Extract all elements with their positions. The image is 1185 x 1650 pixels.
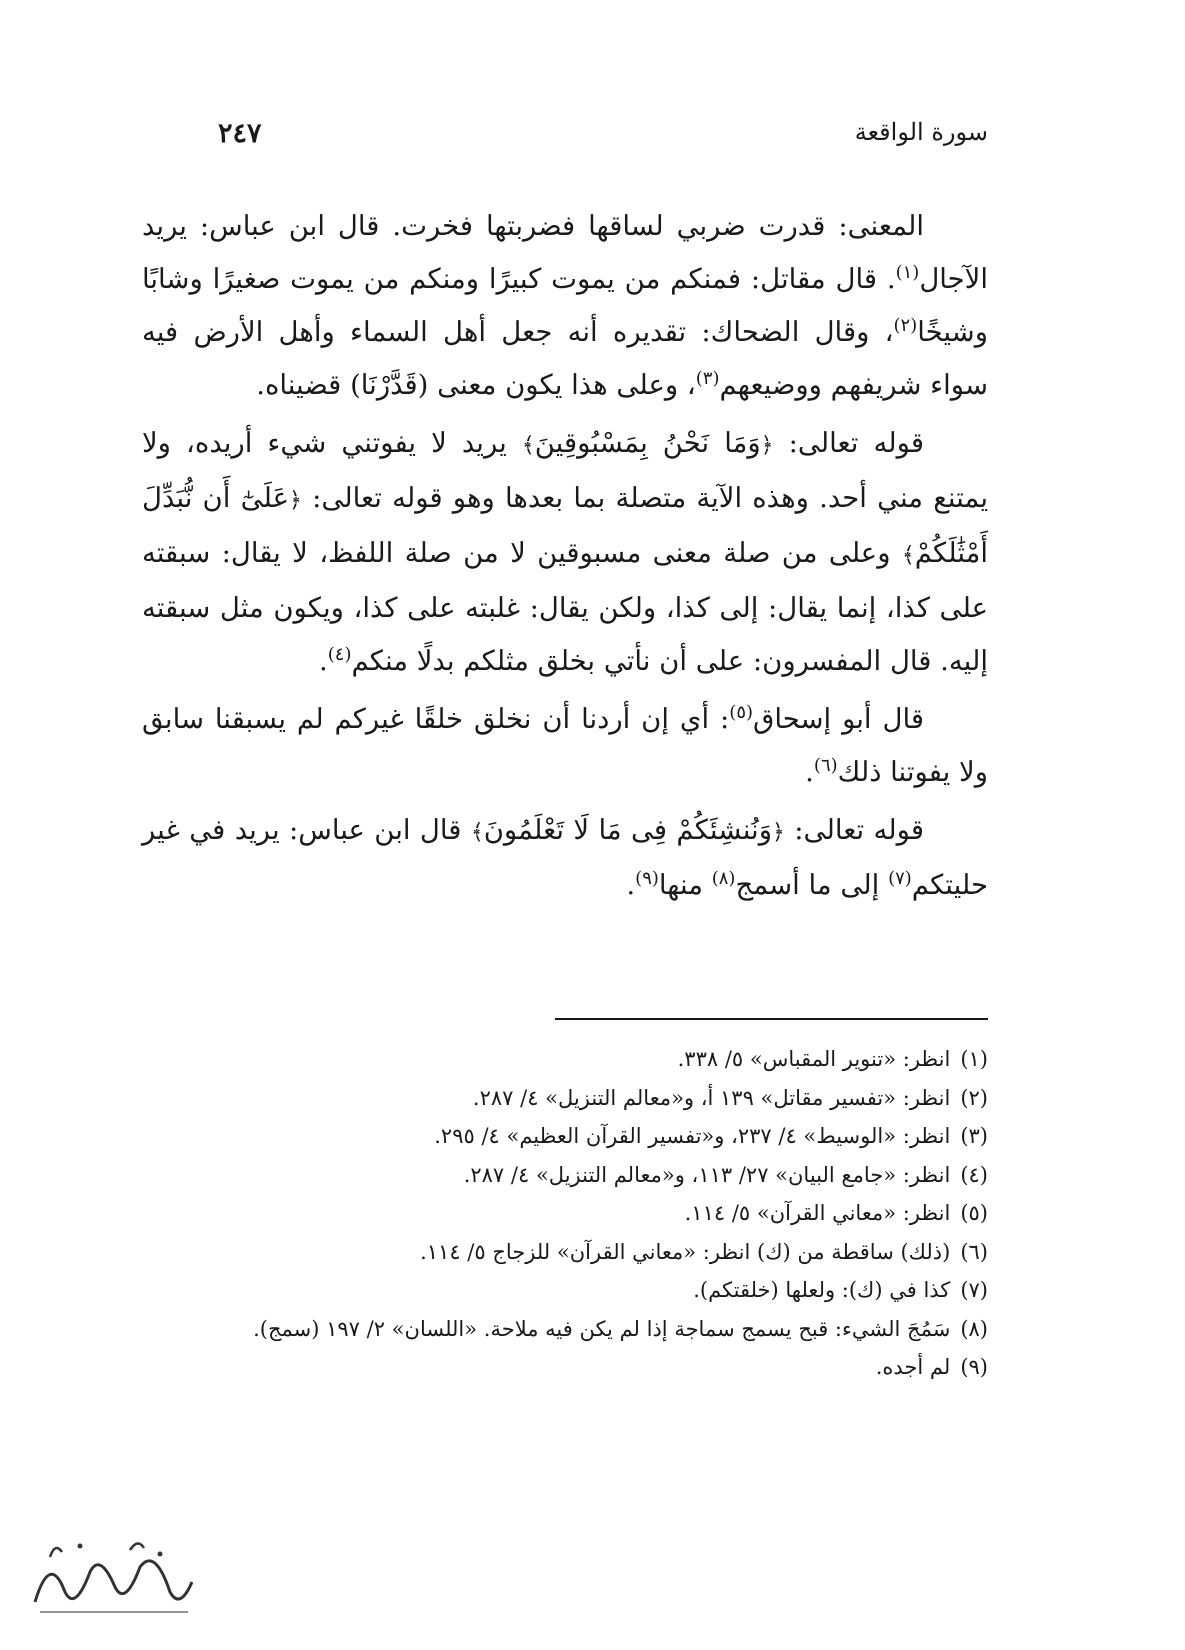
paragraph-text: قال أبو إسحاق: [753, 703, 924, 735]
paragraph-text: قوله تعالى:: [773, 427, 924, 459]
footnote-item: [90, 1156, 988, 1195]
quran-bracket: ﴿: [771, 820, 785, 845]
quran-bracket: ﴿: [760, 433, 774, 458]
page-number: ٢٤٧: [218, 118, 262, 149]
paragraph-text: . قال مقاتل: فمنكم من يموت كبيرًا ومنكم من يموت صغيرًا وشابًا وشيخًا: [142, 263, 988, 348]
quran-bracket: ﴿: [289, 488, 302, 513]
footnote-number: (٥): [960, 1201, 988, 1225]
paragraph: [142, 693, 988, 799]
footnote-number: (٨): [960, 1316, 988, 1341]
main-text: [142, 200, 988, 917]
paragraph-text: إلى ما أسمج: [735, 869, 889, 901]
footnote-number: (٢): [960, 1085, 988, 1110]
paragraph-text: ، وقال الضحاك: تقديره أنه جعل أهل السماء وأهل الأرض فيه سواء شريفهم ووضيعهم: [142, 316, 988, 401]
paragraph: [142, 804, 988, 912]
footnote-text: انظر: «تنوير المقباس» ٥/ ٣٣٨.: [677, 1047, 951, 1071]
paragraph-text: وعلى من صلة معنى مسبوقين لا من صلة اللفظ، لا يقال: سبقته على كذا، إنما يقال: إلى كذا، ولكن يقال: غلبته على كذا، ويكون مثل سبقته إليه. قال المفسرون: على أن نأتي بخلق مثلكم بدلًا منكم: [142, 537, 988, 677]
footnote-number: (٧): [960, 1278, 988, 1302]
footnote-item: [90, 1233, 988, 1272]
footnote-ref: (٣): [695, 367, 720, 389]
paragraph-text: المعنى: قدرت ضربي لساقها فضربتها فخرت. قال ابن عباس: يريد الآجال: [142, 210, 988, 295]
footnote-number: (٩): [960, 1355, 988, 1379]
quran-verse: وَنُنشِئَكُمْ فِى مَا لَا تَعْلَمُونَ: [483, 814, 772, 846]
paragraph-text: قوله تعالى:: [784, 814, 924, 846]
footnote-text: كذا في (ك): ولعلها (خلقتكم).: [693, 1278, 951, 1302]
quran-bracket: ﴾: [470, 820, 484, 845]
paragraph-text: يريد لا يفوتني شيء أريده، ولا يمتنع مني أحد. وهذه الآية متصلة بما بعدها وهو قوله تعالى:: [142, 427, 988, 514]
footnotes: [90, 1040, 988, 1387]
footnote-item: [90, 1348, 988, 1387]
quran-verse: وَمَا نَحْنُ بِمَسْبُوقِينَ: [534, 427, 761, 459]
paragraph-text: قال ابن عباس: يريد في غير حليتكم: [142, 814, 988, 901]
footnote-item: [90, 1310, 988, 1349]
footnote-number: (٦): [960, 1239, 988, 1264]
library-logo-icon: [20, 1532, 200, 1622]
quran-verse: عَلَىٰٓ أَن نُّبَدِّلَ أَمْثَٰلَكُمْ: [142, 482, 988, 569]
footnote-ref: (١): [895, 261, 920, 283]
paragraph-text: .: [319, 645, 328, 677]
paragraph-text: منها: [658, 869, 712, 901]
footnote-text: (ذلك) ساقطة من (ك) انظر: «معاني القرآن» للزجاج ٥/ ١١٤.: [420, 1239, 951, 1264]
footnote-text: انظر: «تفسير مقاتل» ١٣٩ أ، و«معالم التنزيل» ٤/ ٢٨٧.: [472, 1085, 951, 1110]
surah-name: سورة الواقعة: [854, 118, 988, 146]
footnote-text: لم أجده.: [875, 1355, 951, 1379]
footnote-number: (٣): [960, 1124, 988, 1148]
footnote-ref: (٥): [729, 701, 754, 723]
footnote-ref: (٨): [711, 867, 736, 889]
footnote-item: [90, 1040, 988, 1079]
paragraph-text: .: [805, 756, 814, 788]
paragraph: [142, 200, 988, 412]
paragraph-text: .: [626, 869, 636, 901]
page-header: [218, 118, 988, 158]
quran-bracket: ﴾: [901, 543, 915, 568]
footnote-text: سَمُجَ الشيء: قبح يسمج سماجة إذا لم يكن فيه ملاحة. «اللسان» ٢/ ١٩٧ (سمج).: [253, 1316, 951, 1341]
quran-bracket: ﴾: [521, 433, 535, 458]
footnote-ref: (٤): [327, 643, 352, 665]
footnote-ref: (٦): [813, 754, 838, 776]
footnote-text: انظر: «معاني القرآن» ٥/ ١١٤.: [684, 1201, 951, 1225]
footnote-ref: (٢): [893, 314, 918, 336]
footnote-number: (٤): [960, 1162, 988, 1187]
footnote-ref: (٩): [635, 867, 659, 889]
footnote-text: انظر: «الوسيط» ٤/ ٢٣٧، و«تفسير القرآن العظيم» ٤/ ٢٩٥.: [434, 1124, 951, 1148]
footnote-number: (١): [960, 1047, 988, 1071]
footnote-item: [90, 1271, 988, 1310]
footnote-divider: [555, 1018, 988, 1020]
footnote-item: [90, 1117, 988, 1156]
footnote-text: انظر: «جامع البيان» ٢٧/ ١١٣، و«معالم التنزيل» ٤/ ٢٨٧.: [463, 1162, 951, 1187]
footnote-ref: (٧): [888, 867, 912, 889]
footnote-item: [90, 1194, 988, 1233]
paragraph: [142, 417, 988, 688]
paragraph-text: ، وعلى هذا يكون معنى (قَدَّرْنَا) قضيناه.: [256, 369, 696, 401]
paragraph-text: : أي إن أردنا أن نخلق خلقًا غيركم لم يسبقنا سابق ولا يفوتنا ذلك: [142, 703, 988, 788]
footnote-item: [90, 1079, 988, 1118]
